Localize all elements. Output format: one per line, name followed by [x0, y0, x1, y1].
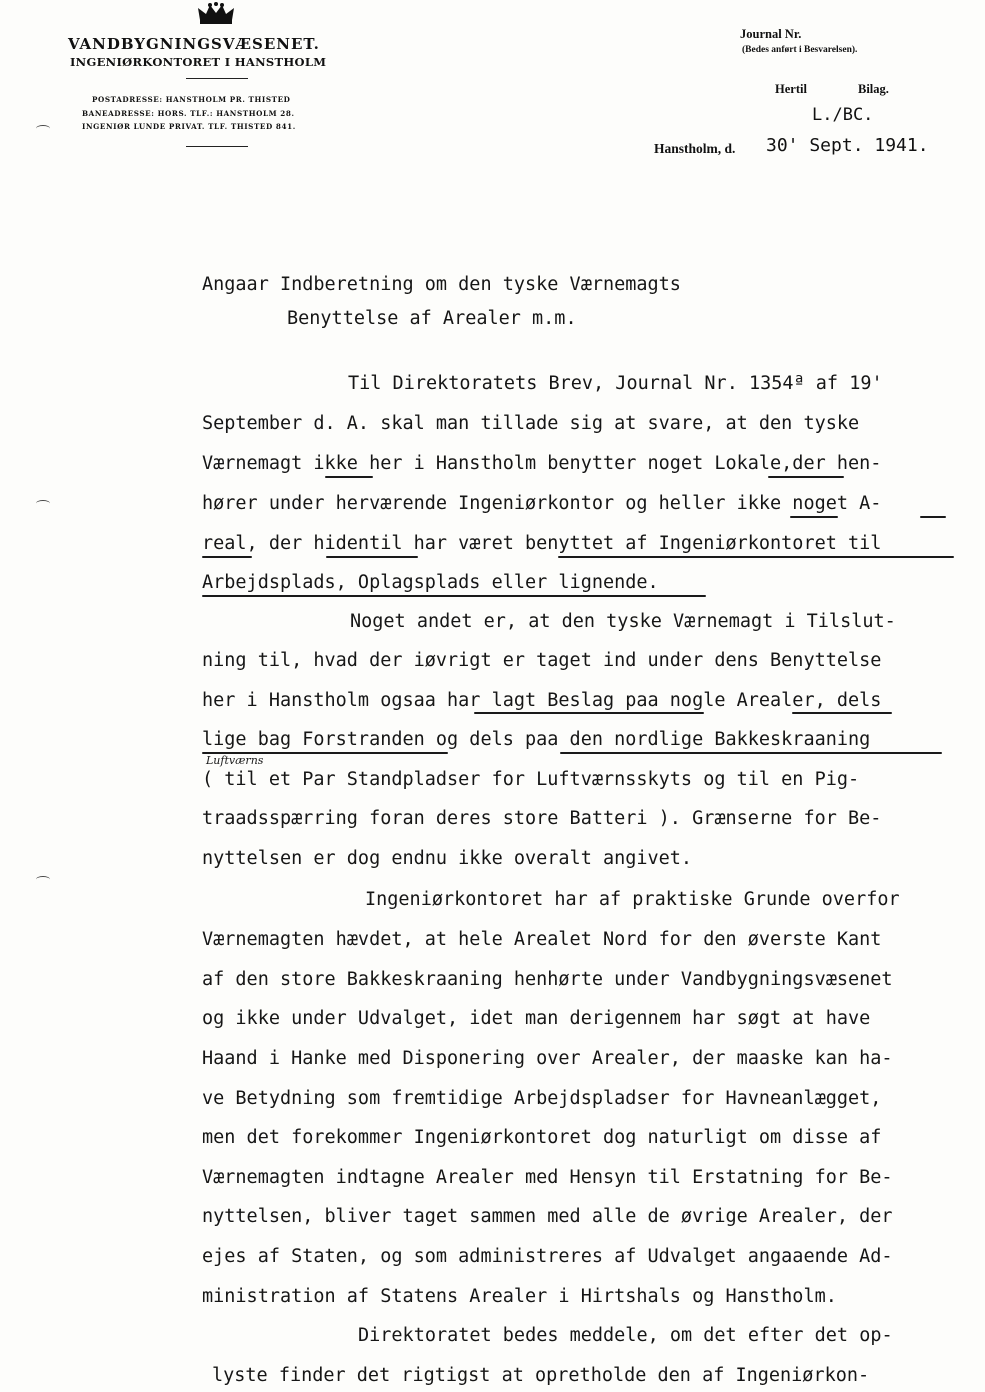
- body-line: Værnemagten indtagne Arealer med Hensyn til Erstatning for Be-: [202, 1167, 893, 1188]
- divider: [186, 146, 248, 147]
- letter-date: 30' Sept. 1941.: [766, 135, 929, 156]
- underline-mark: [202, 556, 252, 558]
- org-subtitle: INGENIØRKONTORET I HANSTHOLM: [70, 55, 327, 69]
- body-line: ve Betydning som fremtidige Arbejdspladser for Havneanlægget,: [202, 1088, 882, 1109]
- underline-mark: [326, 556, 418, 558]
- crown-icon: [196, 2, 236, 24]
- body-line: Værnemagt ikke her i Hanstholm benytter noget Lokale,der hen-: [202, 453, 882, 474]
- underline-mark: [474, 712, 704, 714]
- margin-mark: [36, 125, 50, 132]
- underline-mark: [920, 516, 946, 518]
- underline-mark: [558, 556, 954, 558]
- body-line: Værnemagten hævdet, at hele Arealet Nord for den øverste Kant: [202, 929, 882, 950]
- body-line: af den store Bakkeskraaning henhørte under Vandbygningsvæsenet: [202, 969, 893, 990]
- body-line: nyttelsen, bliver taget sammen med alle de øvrige Arealer, der: [202, 1206, 893, 1227]
- journal-note: (Bedes anført i Besvarelsen).: [742, 45, 858, 55]
- subject-line-2: Benyttelse af Arealer m.m.: [287, 308, 577, 329]
- body-line: September d. A. skal man tillade sig at svare, at den tyske: [202, 413, 860, 434]
- address-line-private: INGENIØR LUNDE PRIVAT. TLF. THISTED 841.: [82, 122, 296, 131]
- margin-mark: [36, 876, 50, 883]
- place-label: Hanstholm, d.: [654, 141, 736, 156]
- underline-mark: [325, 476, 373, 478]
- body-line: lige bag Forstranden og dels paa den nordlige Bakkeskraaning: [202, 729, 871, 750]
- hertil-label: Hertil: [775, 82, 807, 96]
- body-line: Haand i Hanke med Disponering over Arealer, der maaske kan ha-: [202, 1048, 893, 1069]
- body-line: Direktoratet bedes meddele, om det efter det op-: [358, 1325, 893, 1346]
- body-line: ejes af Staten, og som administreres af Udvalget angaaende Ad-: [202, 1246, 893, 1267]
- body-line: men det forekommer Ingeniørkontoret dog naturligt om disse af: [202, 1127, 882, 1148]
- body-line: Til Direktoratets Brev, Journal Nr. 1354ª af 19': [348, 373, 883, 394]
- underline-mark: [202, 595, 706, 597]
- body-line: ning til, hvad der iøvrigt er taget ind under dens Benyttelse: [202, 650, 882, 671]
- body-line: nyttelsen er dog endnu ikke overalt angivet.: [202, 848, 693, 869]
- body-line: Arbejdsplads, Oplagsplads eller lignende.: [202, 572, 659, 593]
- body-line: hører under herværende Ingeniørkontor og heller ikke noget A-: [202, 493, 882, 514]
- underline-mark: [768, 476, 844, 478]
- body-line: real, der hidentil har været benyttet af Ingeniørkontoret til: [202, 533, 882, 554]
- address-line-postal: POSTADRESSE: HANSTHOLM PR. THISTED: [92, 95, 291, 104]
- margin-mark: [36, 500, 50, 507]
- body-line: traadsspærring foran deres store Batteri ). Grænserne for Be-: [202, 808, 882, 829]
- divider: [186, 78, 248, 79]
- body-line: lyste finder det rigtigst at opretholde den af Ingeniørkon-: [212, 1365, 870, 1386]
- org-title: VANDBYGNINGSVÆSENET.: [68, 35, 320, 53]
- bilag-label: Bilag.: [858, 82, 889, 96]
- body-line: ( til et Par Standpladser for Luftværnsskyts og til en Pig-: [202, 769, 860, 790]
- underline-mark: [202, 752, 448, 754]
- body-line: ministration af Statens Arealer i Hirtshals og Hanstholm.: [202, 1286, 837, 1307]
- body-line: Noget andet er, at den tyske Værnemagt i Tilslut-: [350, 611, 896, 632]
- body-line: her i Hanstholm ogsaa har lagt Beslag paa nogle Arealer, dels: [202, 690, 882, 711]
- journal-label: Journal Nr.: [740, 27, 802, 41]
- body-line: Ingeniørkontoret har af praktiske Grunde overfor: [365, 889, 900, 910]
- body-line: og ikke under Udvalget, idet man derigennem har søgt at have: [202, 1008, 871, 1029]
- underline-mark: [560, 752, 942, 754]
- underline-mark: [792, 712, 892, 714]
- handwritten-note: Luftværns: [206, 754, 264, 767]
- reference-code: L./BC.: [812, 105, 874, 125]
- subject-line-1: Angaar Indberetning om den tyske Værnemagts: [202, 274, 681, 295]
- underline-mark: [790, 516, 838, 518]
- address-line-rail: BANEADRESSE: HORS. TLF.: HANSTHOLM 28.: [82, 109, 295, 118]
